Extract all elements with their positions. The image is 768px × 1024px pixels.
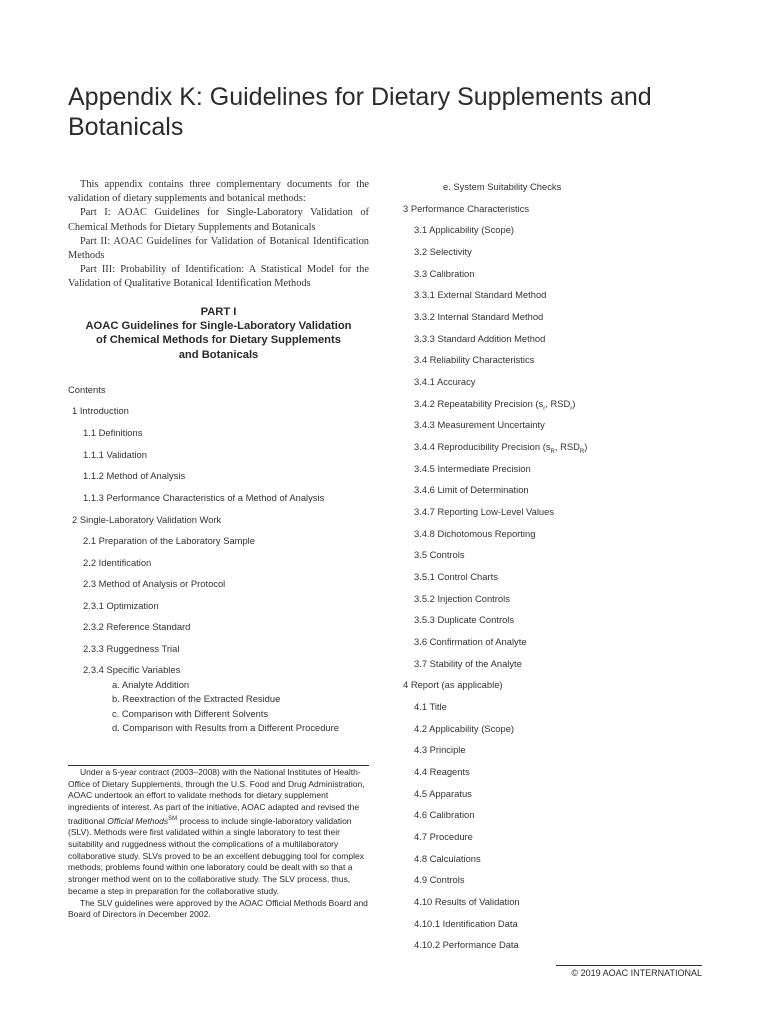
- toc-item: 3.1 Applicability (Scope): [414, 224, 515, 235]
- footnote-paragraph: The SLV guidelines were approved by the AOAC Official Methods Board and Board of Directors in December 2002.: [68, 897, 368, 920]
- part-title-line-3: and Botanicals: [178, 348, 259, 361]
- subscript: R: [550, 448, 555, 455]
- toc-item: 1.1.2 Method of Analysis: [83, 470, 186, 481]
- toc-item: 2.3.3 Ruggedness Trial: [83, 643, 180, 654]
- toc-item-repeatability: [414, 398, 575, 412]
- toc-item: 3.5 Controls: [414, 549, 465, 560]
- footnote-text: process to include single-laboratory validation (SLV). Methods were first validated within a single laboratory to test their suitability and ruggedness without the complications of a multilaboratory collaborative study. SLVs proved to be an excellent debugging tool for complex methods; problems found within one laboratory could be dealt with so that a stronger method went on to the collaborative study. The SLV process, thus, became a step in preparation for the collaborative study.: [68, 815, 364, 896]
- toc-item: 4.3 Principle: [414, 744, 466, 755]
- toc-item: 3.5.1 Control Charts: [414, 571, 498, 582]
- toc-subitem: e. System Suitability Checks: [443, 181, 562, 192]
- toc-item: 1.1 Definitions: [83, 427, 143, 438]
- toc-item: 4.7 Procedure: [414, 831, 473, 842]
- footnote-italic: Official Methods: [107, 815, 169, 826]
- toc-item-text: , RSD: [545, 398, 571, 409]
- toc-item: 3.3.1 External Standard Method: [414, 289, 547, 300]
- footnote-paragraph: [68, 767, 369, 898]
- toc-item: 3.4.5 Intermediate Precision: [414, 463, 531, 474]
- toc-item: 1.1.1 Validation: [83, 449, 147, 460]
- toc-item: 2.3.1 Optimization: [83, 600, 159, 611]
- toc-item: 3.3.3 Standard Addition Method: [414, 333, 546, 344]
- toc-item: 3 Performance Characteristics: [403, 203, 530, 214]
- toc-subitem: b. Reextraction of the Extracted Residue: [112, 693, 281, 704]
- toc-item-text: 3.4.2 Repeatability Precision (s: [414, 398, 544, 409]
- toc-item: 3.4.7 Reporting Low-Level Values: [414, 506, 555, 517]
- subscript: R: [579, 448, 585, 455]
- toc-item: 4.8 Calculations: [414, 853, 481, 864]
- toc-item: 4.1 Title: [414, 701, 447, 712]
- toc-item: 4.5 Apparatus: [414, 788, 472, 799]
- toc-item: 4.2 Applicability (Scope): [414, 723, 515, 734]
- footnote-divider: [68, 765, 369, 766]
- toc-item: 3.4.3 Measurement Uncertainty: [414, 419, 545, 430]
- toc-item: 1 Introduction: [72, 405, 129, 416]
- toc-item: 3.4.1 Accuracy: [414, 376, 476, 387]
- toc-item: 3.5.2 Injection Controls: [414, 593, 510, 604]
- intro-paragraph: This appendix contains three complementary documents for the validation of dietary supplements and botanical methods:: [68, 179, 369, 205]
- part-heading: [68, 305, 369, 362]
- part-label: PART I: [200, 306, 237, 318]
- toc-item-text: ): [584, 441, 588, 452]
- toc-item: 1.1.3 Performance Characteristics of a Method of Analysis: [83, 492, 325, 503]
- toc-subitem: a. Analyte Addition: [112, 679, 190, 690]
- toc-item: 2.2 Identification: [83, 557, 152, 568]
- subscript: r: [543, 405, 546, 412]
- toc-item: 3.5.3 Duplicate Controls: [414, 614, 515, 625]
- toc-item: 3.4 Reliability Characteristics: [414, 354, 535, 365]
- intro-part-2: Part II: AOAC Guidelines for Validation of Botanical Identification Methods: [68, 235, 369, 262]
- toc-item: 2.3.2 Reference Standard: [83, 621, 191, 632]
- toc-item: 4 Report (as applicable): [403, 679, 503, 690]
- toc-item: 2.3 Method of Analysis or Protocol: [83, 578, 226, 589]
- toc-item-text: ): [572, 398, 576, 409]
- toc-item: 4.4 Reagents: [414, 766, 470, 777]
- toc-item: 4.10.1 Identification Data: [414, 918, 518, 929]
- toc-item: 3.6 Confirmation of Analyte: [414, 636, 527, 647]
- toc-subitem: c. Comparison with Different Solvents: [112, 708, 269, 719]
- toc-item: 4.10 Results of Validation: [414, 896, 520, 907]
- toc-subitem: d. Comparison with Results from a Different Procedure: [112, 722, 340, 733]
- toc-item-reproducibility: [414, 441, 587, 455]
- toc-item: 4.6 Calibration: [414, 809, 475, 820]
- subscript: r: [570, 405, 573, 412]
- toc-item: 3.7 Stability of the Analyte: [414, 658, 522, 669]
- intro-part-3: Part III: Probability of Identification: A Statistical Model for the Validation of Qualitative Botanical Identification Methods: [68, 264, 369, 290]
- intro-text: [68, 178, 369, 292]
- part-title-line-2: of Chemical Methods for Dietary Supplements: [96, 334, 341, 347]
- toc-item: 2.1 Preparation of the Laboratory Sample: [83, 535, 255, 546]
- toc-item: 3.4.6 Limit of Determination: [414, 484, 529, 495]
- toc-item: 2 Single-Laboratory Validation Work: [72, 514, 222, 525]
- toc-item-text: , RSD: [554, 441, 580, 452]
- part-title-line-1: AOAC Guidelines for Single-Laboratory Validation: [85, 320, 352, 333]
- toc-item: 3.3 Calibration: [414, 268, 475, 279]
- intro-part-1: Part I: AOAC Guidelines for Single-Laboratory Validation of Chemical Methods for Dietary Supplements and Botanicals: [68, 207, 369, 233]
- toc-item: 3.2 Selectivity: [414, 246, 472, 257]
- copyright-divider: [556, 965, 702, 966]
- footnote: [68, 767, 369, 921]
- toc-item: 3.3.2 Internal Standard Method: [414, 311, 544, 322]
- page-title: Appendix K: Guidelines for Dietary Supplements and Botanicals: [68, 83, 652, 141]
- toc-item: 2.3.4 Specific Variables: [83, 664, 181, 675]
- toc-item: 4.9 Controls: [414, 874, 465, 885]
- toc-item-text: 3.4.4 Reproducibility Precision (s: [414, 441, 551, 452]
- contents-heading: Contents: [68, 384, 106, 395]
- footnote-text: Under a 5-year contract (2003–2008) with the National Institutes of Health-Office of Dietary Supplements, through the U.S. Food and Drug Administration, AOAC undertook an effort to validate methods for dietary supplement ingredients of interest. As part of the initiative, AOAC adapted and revised the traditional: [68, 767, 365, 826]
- toc-item: 4.10.2 Performance Data: [414, 939, 519, 950]
- copyright: © 2019 AOAC INTERNATIONAL: [571, 968, 702, 978]
- service-mark: SM: [168, 815, 178, 822]
- toc-item: 3.4.8 Dichotomous Reporting: [414, 528, 536, 539]
